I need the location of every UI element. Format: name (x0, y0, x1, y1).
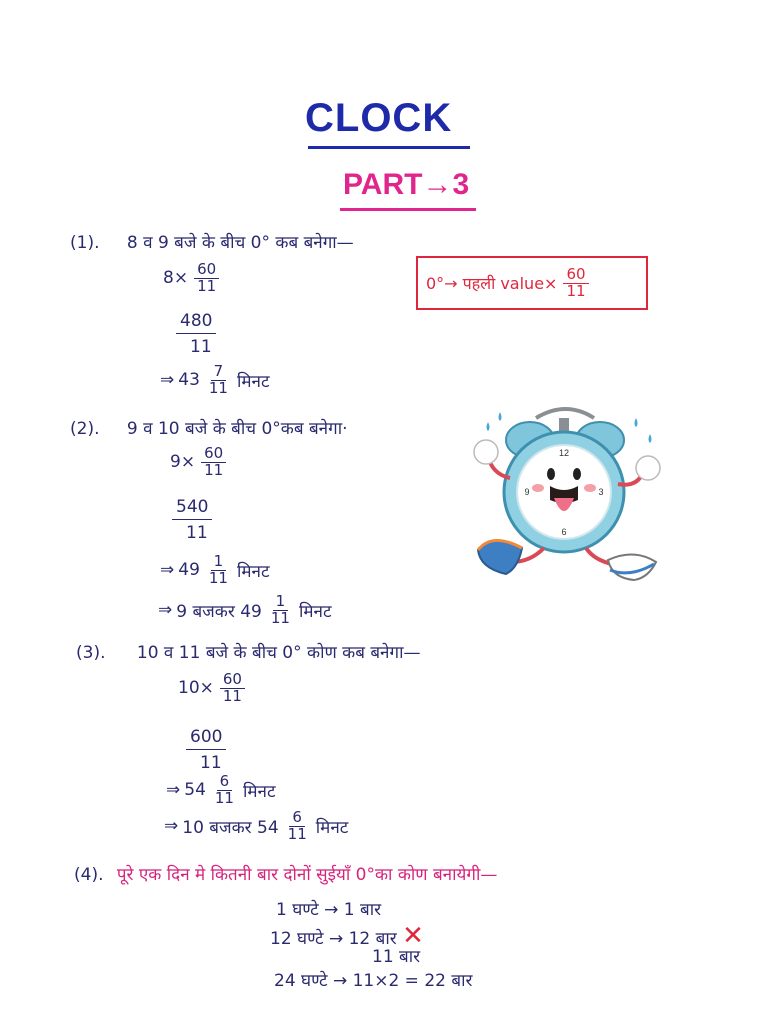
q3-answer1-unit: मिनट (242, 781, 276, 802)
q3-answer2-prefix: 10 बजकर 54 (182, 817, 279, 838)
q4-line1: 1 घण्टे → 1 बार (276, 900, 382, 920)
q3-answer1-den: 11 (214, 788, 234, 807)
q1-step1-fraction (194, 262, 219, 295)
q1-answer-num: 7 (211, 364, 227, 381)
svg-text:12: 12 (558, 448, 570, 458)
q3-answer1 (166, 774, 276, 807)
q2-answer2-den: 11 (270, 608, 290, 627)
implies-arrow: ⇒ (160, 370, 175, 391)
q2-answer2 (158, 594, 332, 627)
implies-arrow: ⇒ (166, 780, 181, 801)
part-label: PART→3 (343, 168, 470, 201)
q3-number: (3). (76, 643, 106, 663)
q3-answer2 (164, 810, 348, 843)
q3-step1-den: 11 (222, 686, 242, 705)
q3-step1 (178, 672, 247, 705)
q2-step1-num: 60 (201, 446, 226, 463)
q2-answer2-fraction (268, 594, 293, 627)
q2-step2-num: 540 (172, 496, 212, 520)
q3-answer1-num: 6 (217, 774, 233, 791)
q2-answer1-num: 1 (211, 554, 227, 571)
cartoon-alarm-clock-icon (458, 400, 670, 590)
q1-question-line (70, 230, 354, 253)
svg-text:3: 3 (598, 487, 604, 497)
q1-step2 (176, 310, 216, 358)
q4-question: पूरे एक दिन मे कितनी बार दोनों सुईयाँ 0°का कोण बनायेगी— (116, 865, 498, 885)
q2-answer1 (160, 554, 270, 587)
q2-answer2-prefix: 9 बजकर 49 (176, 601, 262, 622)
formula-fraction (563, 264, 588, 300)
formula-box (416, 256, 648, 310)
q3-step1-num: 60 (220, 672, 245, 689)
title-underline (308, 146, 470, 149)
q3-answer1-fraction (212, 774, 237, 807)
q2-step1-den: 11 (204, 460, 224, 479)
q2-answer1-whole: 49 (178, 560, 200, 581)
implies-arrow: ⇒ (160, 560, 175, 581)
q3-answer2-num: 6 (289, 810, 305, 827)
q1-step1-den: 11 (197, 276, 217, 295)
q1-answer-whole: 43 (178, 370, 200, 391)
q1-step1 (163, 262, 221, 295)
q3-answer1-whole: 54 (184, 780, 206, 801)
implies-arrow: ⇒ (164, 816, 179, 837)
q1-step2-num: 480 (176, 310, 216, 334)
q4-line2-text: 12 घण्टे → 12 बार (270, 929, 397, 949)
q1-step2-den: 11 (190, 337, 212, 358)
q1-question: 8 व 9 बजे के बीच 0° कब बनेगा— (126, 233, 354, 253)
formula-num: 60 (563, 267, 588, 284)
q2-step1 (170, 446, 228, 479)
q3-question-line (76, 640, 420, 663)
q4-number: (4). (74, 865, 104, 885)
q2-answer2-unit: मिनट (298, 601, 332, 622)
q1-answer (160, 364, 270, 397)
svg-text:9: 9 (524, 487, 530, 497)
q1-step1-lead: 8× (163, 268, 189, 289)
q3-question: 10 व 11 बजे के बीच 0° कोण कब बनेगा— (136, 643, 421, 663)
q4-line3: 11 बार (372, 947, 421, 967)
part-underline (340, 208, 476, 211)
formula-den: 11 (566, 281, 586, 300)
q2-step2-fraction (172, 496, 212, 544)
formula-prefix: 0°→ पहली value× (426, 274, 558, 293)
q3-answer2-unit: मिनट (315, 817, 349, 838)
q2-step2-den: 11 (186, 523, 208, 544)
q4-line4: 24 घण्टे → 11×2 = 22 बार (274, 971, 473, 991)
q2-step1-fraction (201, 446, 226, 479)
q3-step2-den: 11 (200, 753, 222, 774)
q1-number: (1). (70, 233, 100, 253)
q2-answer1-fraction (206, 554, 231, 587)
q1-step1-num: 60 (194, 262, 219, 279)
q3-answer2-fraction (285, 810, 310, 843)
q2-question-line (70, 416, 348, 439)
q2-step1-lead: 9× (170, 452, 196, 473)
q2-answer1-den: 11 (208, 568, 228, 587)
q2-question: 9 व 10 बजे के बीच 0°कब बनेगा· (126, 419, 348, 439)
q1-answer-den: 11 (208, 378, 228, 397)
q1-answer-fraction (206, 364, 231, 397)
q2-answer1-unit: मिनट (236, 561, 270, 582)
q1-answer-unit: मिनट (236, 371, 270, 392)
q3-step2 (186, 726, 226, 774)
q1-step2-fraction (176, 310, 216, 358)
page-title: CLOCK (305, 96, 453, 140)
q3-answer2-den: 11 (287, 824, 307, 843)
q3-step1-lead: 10× (178, 678, 214, 699)
q4-question-line (74, 862, 497, 885)
cross-mark-icon: ✕ (402, 921, 424, 951)
q3-step1-fraction (220, 672, 245, 705)
q2-answer2-num: 1 (273, 594, 289, 611)
q2-step2 (172, 496, 212, 544)
q2-number: (2). (70, 419, 100, 439)
implies-arrow: ⇒ (158, 600, 173, 621)
q3-step2-fraction (186, 726, 226, 774)
svg-text:6: 6 (561, 527, 567, 537)
q3-step2-num: 600 (186, 726, 226, 750)
